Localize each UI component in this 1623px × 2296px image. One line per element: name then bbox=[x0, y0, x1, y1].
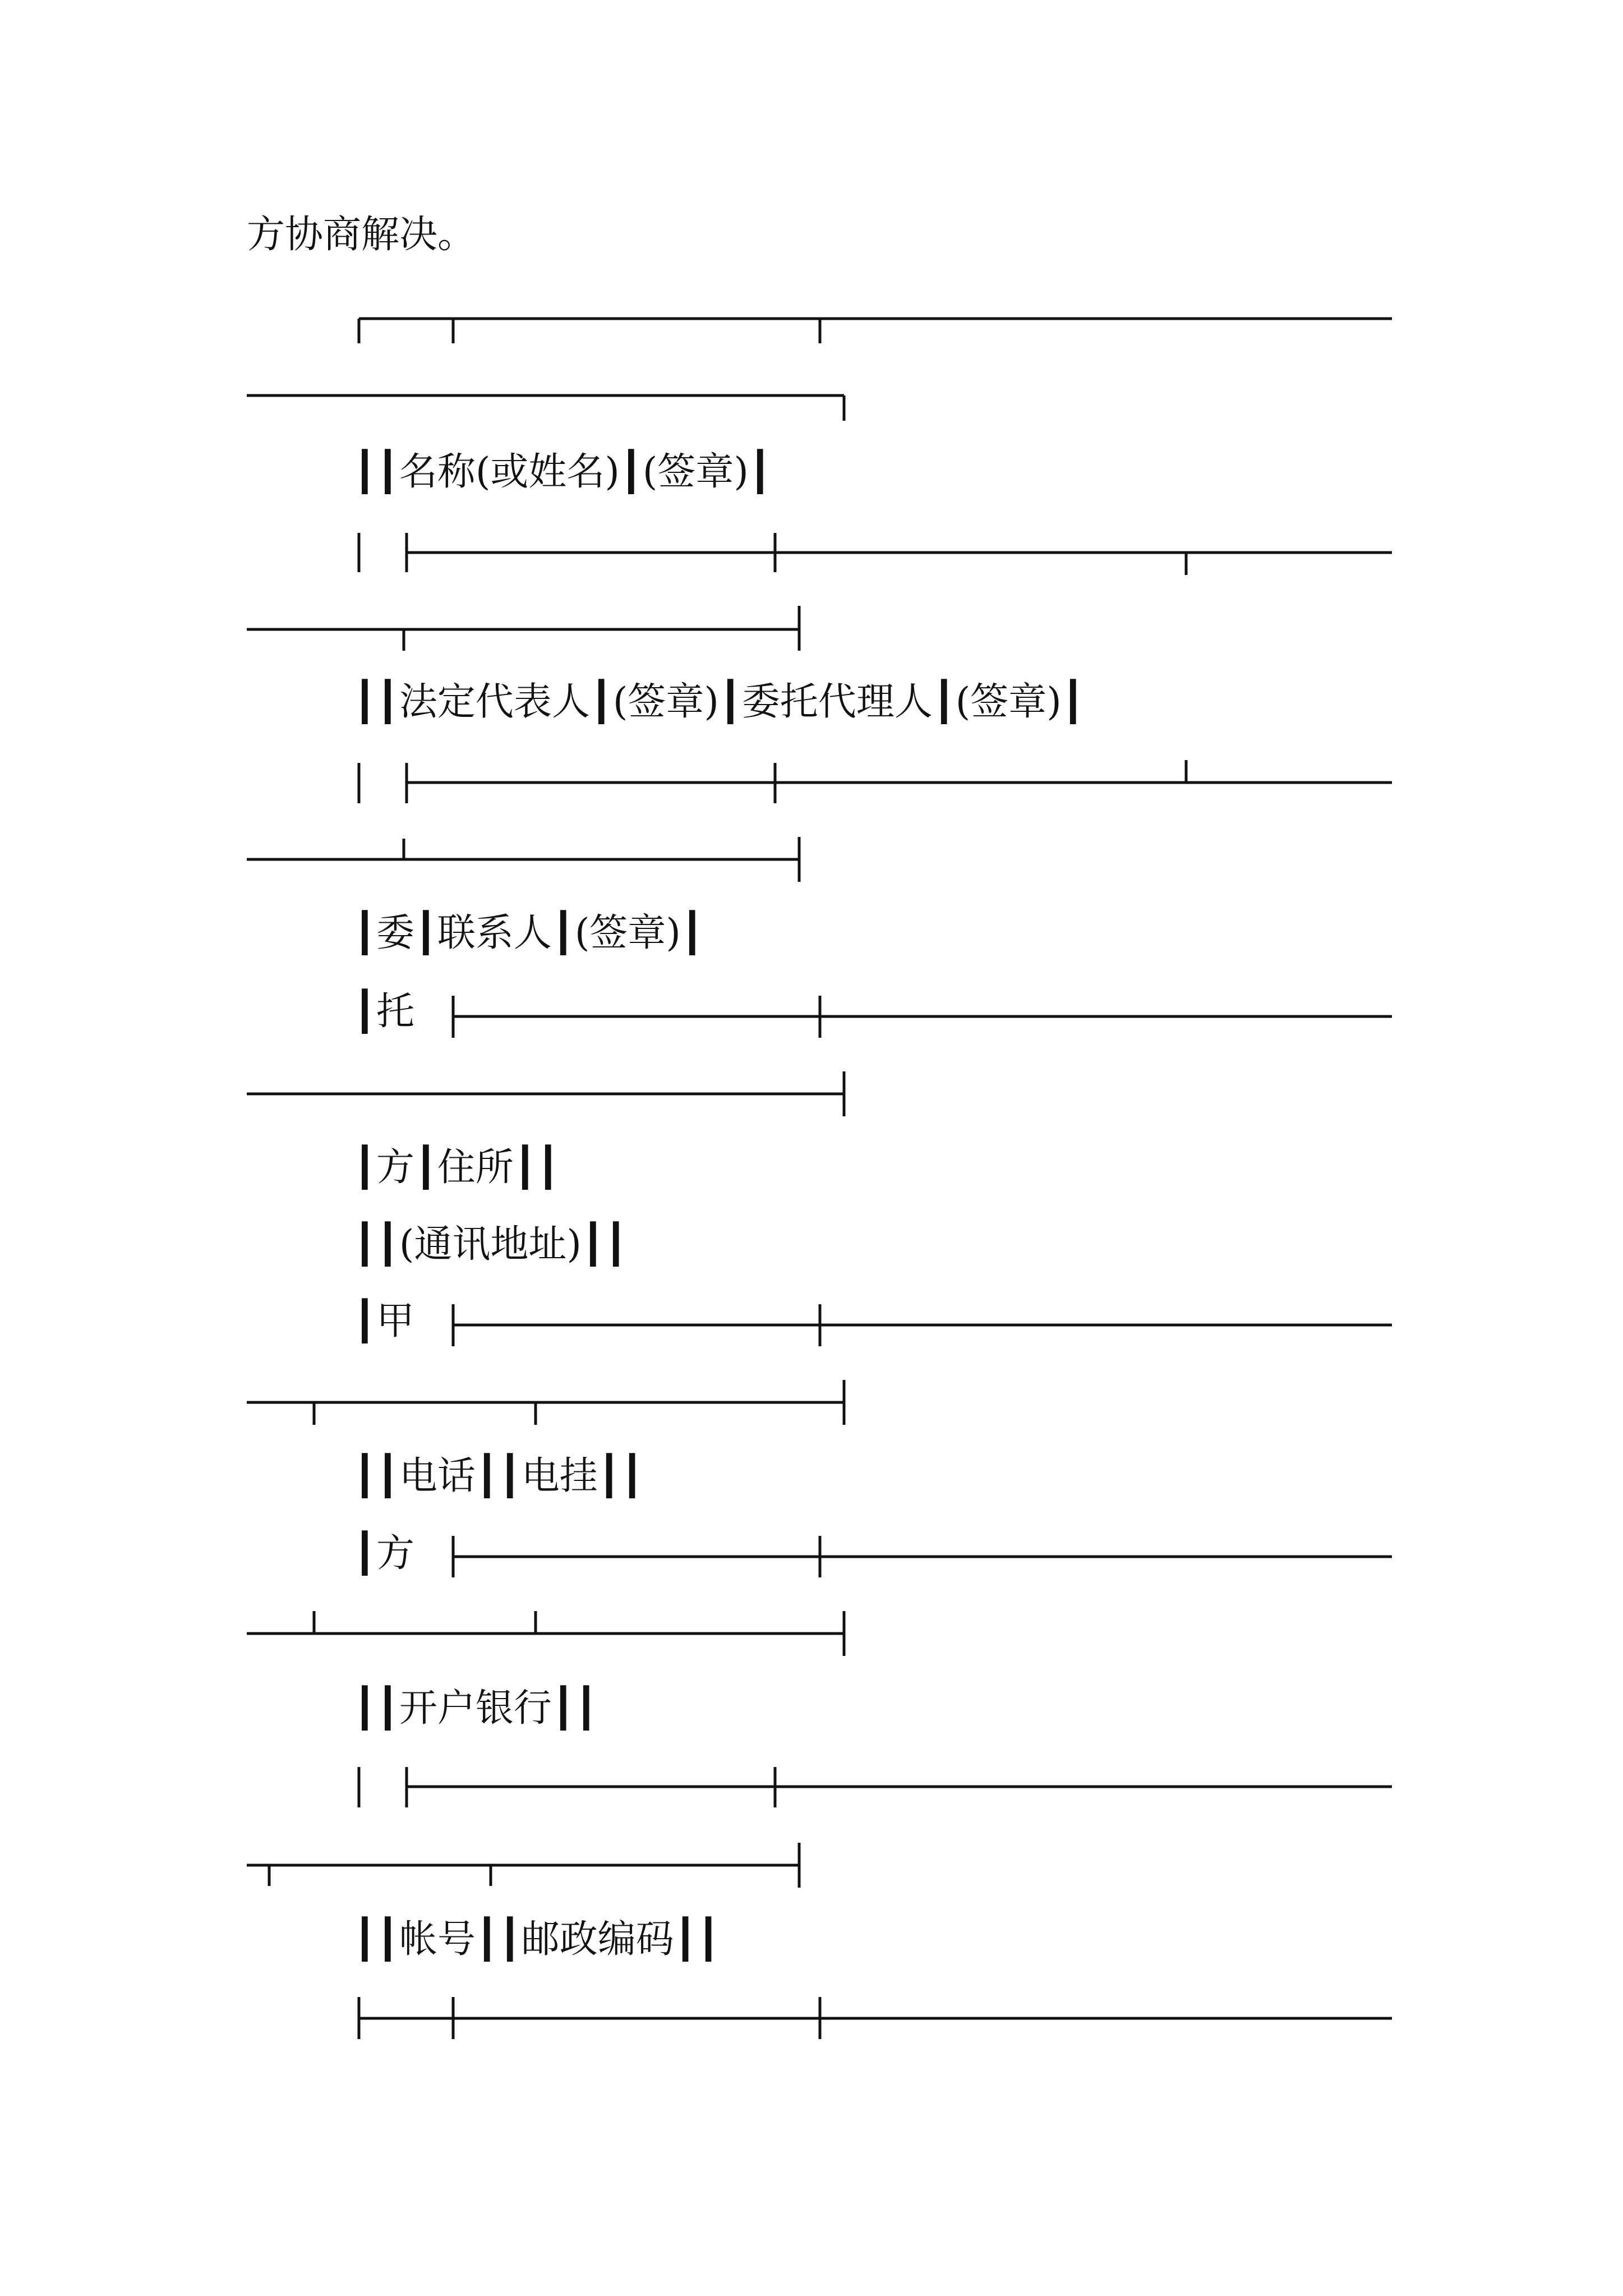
row-legal-rep: ┃┃法定代表人┃(签章)┃委托代理人┃(签章)┃ bbox=[353, 680, 1085, 724]
row-side-tuo: ┃托 bbox=[353, 990, 414, 1034]
row-side-jia: ┃甲 bbox=[353, 1299, 414, 1343]
row-side-fang: ┃方 bbox=[353, 1531, 414, 1576]
row-phone: ┃┃电话┃┃电挂┃┃ bbox=[353, 1454, 644, 1498]
row-account: ┃┃帐号┃┃邮政编码┃┃ bbox=[353, 1917, 720, 1962]
row-bank: ┃┃开户银行┃┃ bbox=[353, 1686, 598, 1731]
row-contact: ┃委┃联系人┃(签章)┃ bbox=[353, 911, 704, 955]
row-address-sub: ┃┃(通讯地址)┃┃ bbox=[353, 1222, 628, 1267]
row-name: ┃┃名称(或姓名)┃(签章)┃ bbox=[353, 450, 772, 494]
row-address: ┃方┃住所┃┃ bbox=[353, 1145, 560, 1190]
intro-paragraph: 方协商解决。 bbox=[247, 213, 476, 257]
